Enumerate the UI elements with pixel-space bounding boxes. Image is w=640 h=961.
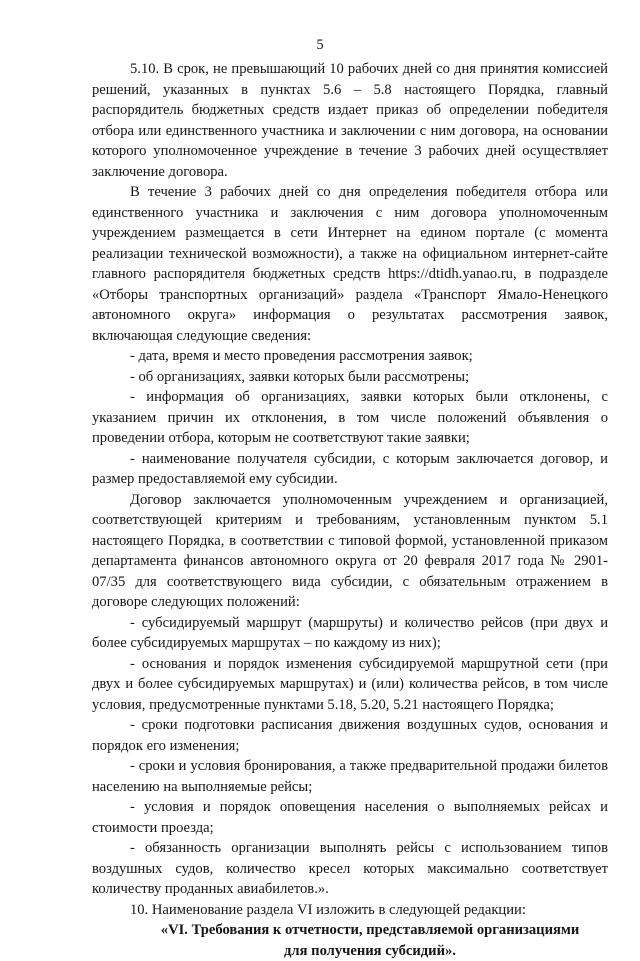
paragraph-5-10: 5.10. В срок, не превышающий 10 рабочих дней со дня принятия комиссией решений, указанных в пунктах 5.6 – 5.8 настоящего Порядка, главный распорядитель бюджетных средств издает приказ об определении победителя отбора или единственного участника и заключении с ним договора, на основании которого уполномоченное учреждение в течение 3 рабочих дней осуществляет заключение договора.: [92, 59, 608, 182]
paragraph-publication: В течение 3 рабочих дней со дня определения победителя отбора или единственного участника и заключения с ним договора уполномоченным учреждением размещается в сети Интернет на едином портале (с момента реализации технической возможности), а также на официальном интернет-сайте главного распорядителя бюджетных средств https://dtidh.yanao.ru, в подразделе «Отборы транспортных организаций» раздела «Транспорт Ямало-Ненецкого автономного округа» информация о результатах рассмотрения заявок, включающая следующие сведения:: [92, 182, 608, 346]
list-item-rejected-organizations: - информация об организациях, заявки которых были отклонены, с указанием причин их отклонения, в том числе положений объявления о проведении отбора, которым не соответствуют такие заявки;: [92, 387, 608, 449]
list-item-notification: - условия и порядок оповещения населения о выполняемых рейсах и стоимости проезда;: [92, 797, 608, 838]
list-item-aircraft-obligation: - обязанность организации выполнять рейсы с использованием типов воздушных судов, количество кресел которых максимально соответствует количеству проданных авиабилетов.».: [92, 838, 608, 900]
list-item-routes: - субсидируемый маршрут (маршруты) и количество рейсов (при двух и более субсидируемых маршрутах – по каждому из них);: [92, 613, 608, 654]
document-body: [92, 59, 608, 961]
list-item-route-changes: - основания и порядок изменения субсидируемой маршрутной сети (при двух и более субсидируемых маршрутах) и (или) количества рейсов, в том числе условия, предусмотренные пунктами 5.18, 5.20, 5.21 настоящего Порядка;: [92, 654, 608, 716]
section-heading-line-2: для получения субсидий».: [132, 941, 608, 961]
section-heading-line-1: «VI. Требования к отчетности, представляемой организациями: [132, 920, 608, 941]
list-item-schedule: - сроки подготовки расписания движения воздушных судов, основания и порядок его изменения;: [92, 715, 608, 756]
page-number: 5: [0, 37, 640, 54]
section-heading: [92, 920, 608, 961]
paragraph-contract: Договор заключается уполномоченным учреждением и организацией, соответствующей критериям и требованиям, установленным пунктом 5.1 настоящего Порядка, в соответствии с типовой формой, установленной приказом департамента финансов автономного округа от 20 февраля 2017 года № 2901-07/35 для соответствующего вида субсидии, с обязательным отражением в договоре следующих положений:: [92, 490, 608, 613]
list-item-date-time-place: - дата, время и место проведения рассмотрения заявок;: [92, 346, 608, 367]
list-item-reviewed-organizations: - об организациях, заявки которых были рассмотрены;: [92, 367, 608, 388]
list-item-subsidy-recipient: - наименование получателя субсидии, с которым заключается договор, и размер предоставляемой ему субсидии.: [92, 449, 608, 490]
list-item-booking: - сроки и условия бронирования, а также предварительной продажи билетов населению на выполняемые рейсы;: [92, 756, 608, 797]
paragraph-section-rename: 10. Наименование раздела VI изложить в следующей редакции:: [92, 900, 608, 921]
